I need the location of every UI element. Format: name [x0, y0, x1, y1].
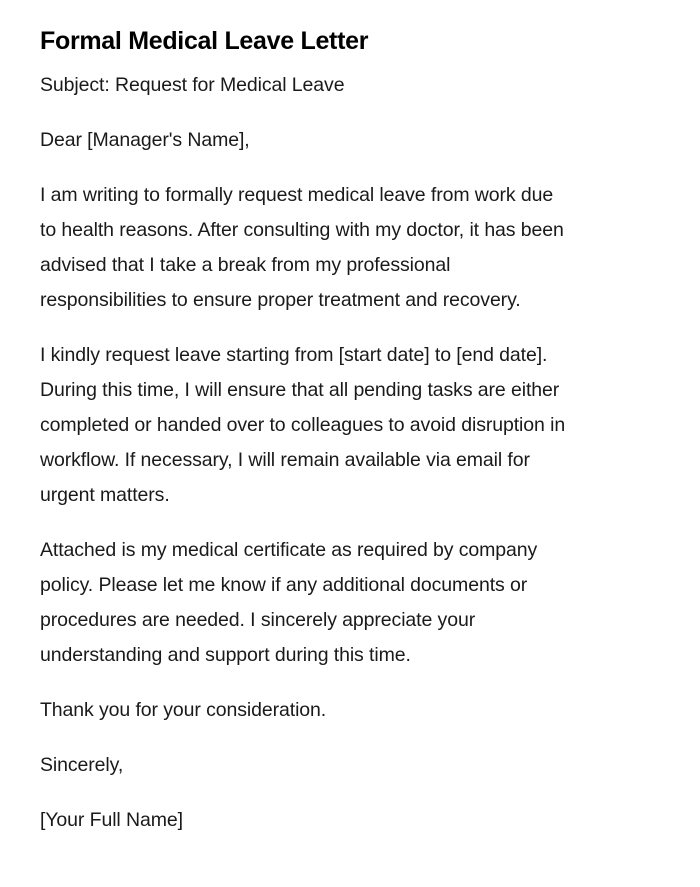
paragraph-line: responsibilities to ensure proper treatment and recovery. [40, 289, 521, 311]
closing-line: Sincerely, [40, 754, 124, 776]
body-paragraph-dates [40, 338, 640, 513]
letter-document [40, 22, 640, 858]
thanks-line: Thank you for your consideration. [40, 699, 327, 721]
signature-name: [Your Full Name] [40, 809, 183, 831]
subject-line: Subject: Request for Medical Leave [40, 74, 345, 96]
letter-title: Formal Medical Leave Letter [40, 27, 369, 55]
salutation: Dear [Manager's Name], [40, 129, 250, 151]
paragraph-line: workflow. If necessary, I will remain available via email for [40, 449, 530, 471]
body-paragraph-request [40, 178, 640, 318]
paragraph-line: policy. Please let me know if any additional documents or [40, 574, 528, 596]
paragraph-line: urgent matters. [40, 484, 170, 506]
paragraph-line: I am writing to formally request medical leave from work due [40, 184, 554, 206]
paragraph-line: understanding and support during this time. [40, 644, 411, 666]
body-paragraph-certificate [40, 533, 640, 673]
paragraph-line: to health reasons. After consulting with my doctor, it has been [40, 219, 564, 241]
paragraph-line: During this time, I will ensure that all pending tasks are either [40, 379, 560, 401]
paragraph-line: Attached is my medical certificate as required by company [40, 539, 538, 561]
paragraph-line: advised that I take a break from my professional [40, 254, 451, 276]
paragraph-line: completed or handed over to colleagues to avoid disruption in [40, 414, 566, 436]
paragraph-line: I kindly request leave starting from [start date] to [end date]. [40, 344, 548, 366]
paragraph-line: procedures are needed. I sincerely appreciate your [40, 609, 476, 631]
